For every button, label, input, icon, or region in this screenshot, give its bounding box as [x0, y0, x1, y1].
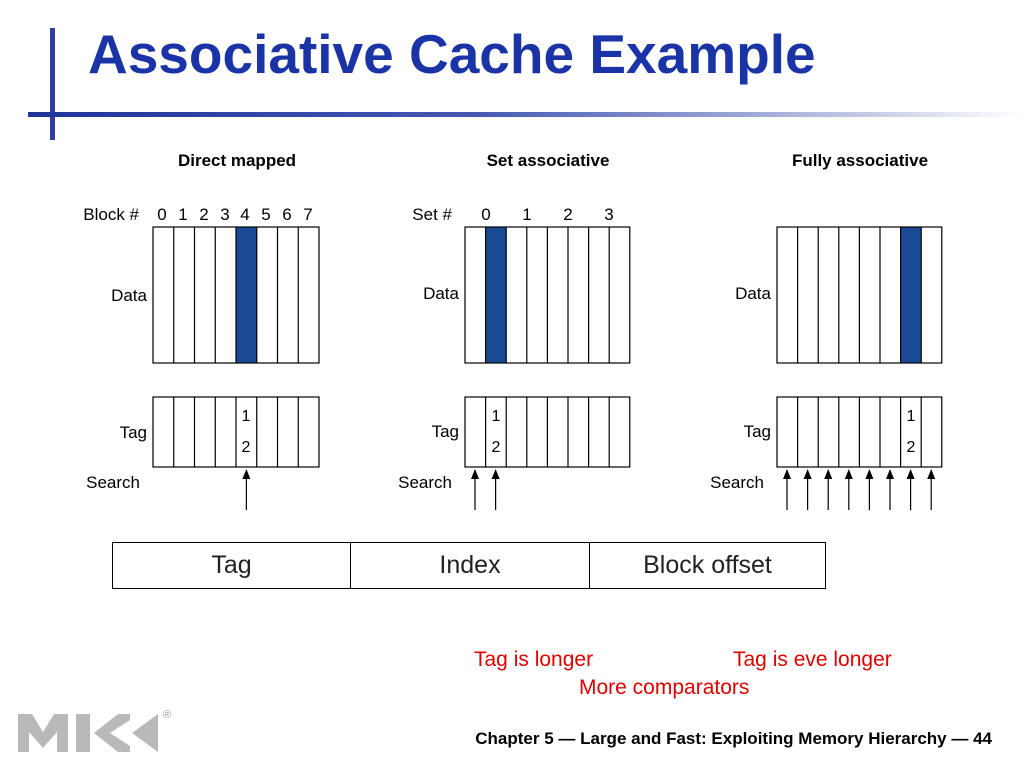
set-highlighted-block — [486, 227, 507, 363]
set-search-arrowhead — [471, 469, 479, 479]
set-associative-heading: Set associative — [486, 151, 610, 170]
set-index-0: 0 — [481, 205, 491, 224]
address-field-index: Index — [351, 543, 590, 588]
address-field-tag: Tag — [113, 543, 351, 588]
direct-tag-value-digit-2: 2 — [241, 439, 251, 456]
fully-search-arrowhead — [845, 469, 853, 479]
set-tag-label: Tag — [431, 422, 459, 441]
block-index-7: 7 — [303, 205, 313, 224]
address-fields-bar — [112, 542, 826, 589]
slide-footer: Chapter 5 — Large and Fast: Exploiting Memory Hierarchy — 44 — [475, 729, 992, 748]
logo-letter-m-shape — [18, 714, 68, 752]
fully-tag-value-digit-2: 2 — [906, 439, 916, 456]
block-index-5: 5 — [261, 205, 271, 224]
block-index-6: 6 — [282, 205, 292, 224]
mk-publisher-logo-icon — [18, 708, 178, 758]
block-index-2: 2 — [199, 205, 209, 224]
logo-k-stem-shape — [76, 714, 90, 752]
direct-tag-label: Tag — [119, 423, 147, 442]
set-search-arrowhead — [492, 469, 500, 479]
set-index-3: 3 — [604, 205, 614, 224]
direct-mapped-grid — [153, 227, 319, 510]
direct-highlighted-block — [236, 227, 257, 363]
set-associative-grid — [465, 227, 630, 510]
fully-search-label: Search — [710, 473, 764, 492]
set-associative-panel — [398, 151, 630, 510]
fully-search-arrowhead — [804, 469, 812, 479]
block-index-3: 3 — [220, 205, 230, 224]
registered-mark: ® — [163, 709, 172, 721]
fully-search-arrowhead — [886, 469, 894, 479]
direct-mapped-heading: Direct mapped — [177, 151, 297, 170]
set-tag-value-digit-2: 2 — [491, 439, 501, 456]
block-index-0: 0 — [157, 205, 167, 224]
note-tag-longer: Tag is longer — [474, 648, 594, 671]
direct-search-label: Search — [86, 473, 140, 492]
fully-search-arrowhead — [927, 469, 935, 479]
direct-tag-value-digit-1: 1 — [241, 408, 251, 425]
block-index-4: 4 — [240, 205, 250, 224]
set-search-label: Search — [398, 473, 452, 492]
set-number-label: Set # — [412, 205, 452, 224]
logo-k-arms-shape — [94, 714, 130, 752]
fully-tag-label: Tag — [743, 422, 771, 441]
fully-associative-heading: Fully associative — [791, 151, 929, 170]
direct-data-label: Data — [111, 286, 147, 305]
block-number-label: Block # — [83, 205, 139, 224]
set-index-2: 2 — [563, 205, 573, 224]
direct-search-arrowhead — [242, 469, 250, 479]
slide-title: Associative Cache Example — [88, 23, 816, 85]
fully-data-label: Data — [735, 284, 771, 303]
fully-tag-value-digit-1: 1 — [906, 408, 916, 425]
note-tag-even-longer: Tag is eve longer — [733, 648, 892, 671]
fully-search-arrowhead — [907, 469, 915, 479]
set-index-1: 1 — [522, 205, 532, 224]
block-index-1: 1 — [178, 205, 188, 224]
logo-triangle-shape — [132, 714, 158, 752]
address-field-block-offset: Block offset — [643, 551, 772, 579]
fully-search-arrowhead — [783, 469, 791, 479]
fully-search-arrowhead — [865, 469, 873, 479]
note-more-comparators: More comparators — [579, 676, 750, 699]
set-tag-value-digit-1: 1 — [491, 408, 501, 425]
fully-highlighted-block — [901, 227, 922, 363]
set-data-label: Data — [423, 284, 459, 303]
fully-associative-panel — [710, 151, 942, 510]
direct-mapped-panel — [83, 151, 319, 510]
fully-associative-grid — [777, 227, 942, 510]
fully-search-arrowhead — [824, 469, 832, 479]
